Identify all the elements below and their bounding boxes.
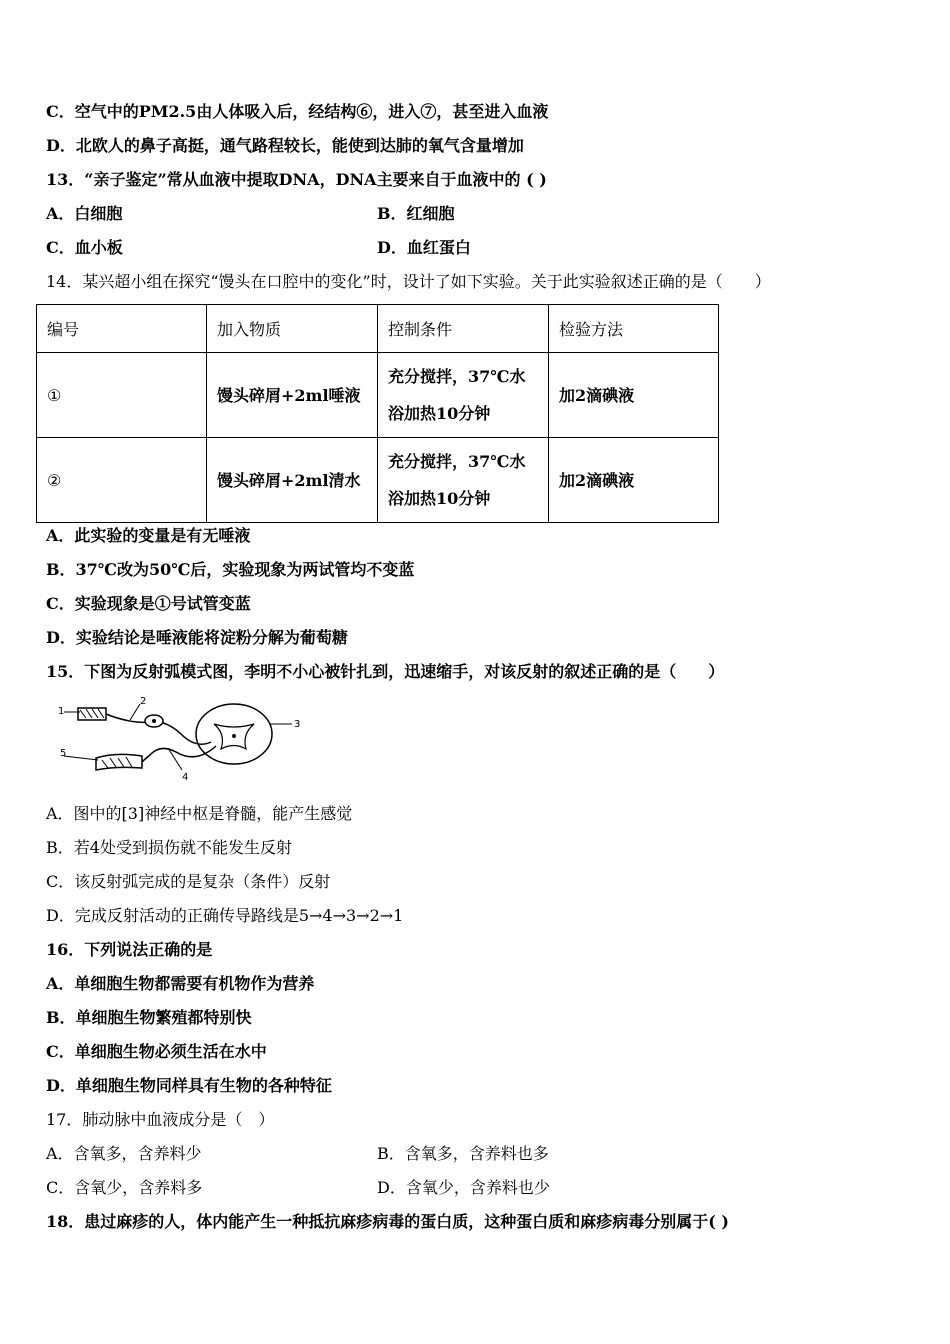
cell-id: ② (37, 438, 207, 523)
experiment-table (36, 304, 719, 523)
q14-option-c: C．实验现象是①号试管变蓝 (46, 594, 251, 613)
q17-option-a: A．含氧多，含养料少 (46, 1144, 202, 1163)
q13-stem: 13．“亲子鉴定”常从血液中提取DNA，DNA主要来自于血液中的 ( ) (46, 170, 547, 189)
q12-option-c: C．空气中的PM2.5由人体吸入后，经结构⑥，进入⑦，甚至进入血液 (46, 102, 549, 121)
cell-condition (378, 353, 549, 438)
q14-option-a: A．此实验的变量是有无唾液 (46, 526, 251, 545)
efferent-nerve (142, 746, 216, 762)
q15-option-b: B．若4处受到损伤就不能发生反射 (46, 838, 292, 857)
q17-option-b: B．含氧多，含养料也多 (377, 1144, 549, 1163)
cell-substance: 馒头碎屑+2ml唾液 (207, 353, 378, 438)
q16-option-b: B．单细胞生物繁殖都特别快 (46, 1008, 252, 1027)
q17-stem: 17．肺动脉中血液成分是（ ） (46, 1110, 275, 1129)
leader-2 (130, 704, 140, 720)
ganglion-dot (152, 719, 156, 723)
central-canal (232, 734, 236, 738)
cell-condition-line1: 充分搅拌，37℃水 (388, 367, 526, 386)
q13-option-d: D．血红蛋白 (377, 238, 471, 257)
table-header-row (37, 305, 719, 353)
table-row (37, 438, 719, 523)
cell-method: 加2滴碘液 (549, 353, 719, 438)
effector-muscle (96, 754, 142, 770)
leader-5 (64, 756, 98, 760)
figure-label-5: 5 (60, 748, 67, 759)
reflex-arc-figure (56, 694, 316, 784)
q15-option-c: C．该反射弧完成的是复杂（条件）反射 (46, 872, 331, 891)
cell-condition-line2: 浴加热10分钟 (388, 404, 491, 423)
q16-option-c: C．单细胞生物必须生活在水中 (46, 1042, 267, 1061)
q17-option-c: C．含氧少，含养料多 (46, 1178, 203, 1197)
cell-condition-line2: 浴加热10分钟 (388, 489, 491, 508)
figure-label-1: 1 (58, 706, 65, 717)
q14-option-d: D．实验结论是唾液能将淀粉分解为葡萄糖 (46, 628, 348, 647)
q13-option-b: B．红细胞 (377, 204, 455, 223)
header-id: 编号 (37, 305, 207, 353)
q15-option-d: D．完成反射活动的正确传导路线是5→4→3→2→1 (46, 906, 404, 925)
q16-option-a: A．单细胞生物都需要有机物作为营养 (46, 974, 315, 993)
figure-label-4: 4 (182, 772, 189, 783)
q13-option-a: A．白细胞 (46, 204, 123, 223)
q16-option-d: D．单细胞生物同样具有生物的各种特征 (46, 1076, 332, 1095)
cell-condition (378, 438, 549, 523)
cell-substance: 馒头碎屑+2ml清水 (207, 438, 378, 523)
figure-label-2: 2 (140, 696, 147, 707)
q16-stem: 16．下列说法正确的是 (46, 940, 213, 959)
cell-condition-line1: 充分搅拌，37℃水 (388, 452, 526, 471)
q14-option-b: B．37℃改为50℃后，实验现象为两试管均不变蓝 (46, 560, 415, 579)
q12-option-d: D．北欧人的鼻子高挺，通气路程较长，能使到达肺的氧气含量增加 (46, 136, 524, 155)
table-row (37, 353, 719, 438)
header-method: 检验方法 (549, 305, 719, 353)
q15-option-a: A．图中的[3]神经中枢是脊髓，能产生感觉 (46, 804, 353, 823)
q14-stem: 14．某兴超小组在探究“馒头在口腔中的变化”时，设计了如下实验。关于此实验叙述正确的是（ ） (46, 272, 771, 291)
cell-id: ① (37, 353, 207, 438)
q18-stem: 18．患过麻疹的人，体内能产生一种抵抗麻疹病毒的蛋白质，这种蛋白质和麻疹病毒分别属于( ) (46, 1212, 729, 1231)
header-substance: 加入物质 (207, 305, 378, 353)
q17-option-d: D．含氧少，含养料也少 (377, 1178, 550, 1197)
cell-method: 加2滴碘液 (549, 438, 719, 523)
receptor-skin (78, 708, 106, 720)
header-condition: 控制条件 (378, 305, 549, 353)
figure-label-3: 3 (294, 719, 301, 730)
q15-stem: 15．下图为反射弧模式图，李明不小心被针扎到，迅速缩手，对该反射的叙述正确的是（ ） (46, 662, 725, 681)
q13-option-c: C．血小板 (46, 238, 123, 257)
